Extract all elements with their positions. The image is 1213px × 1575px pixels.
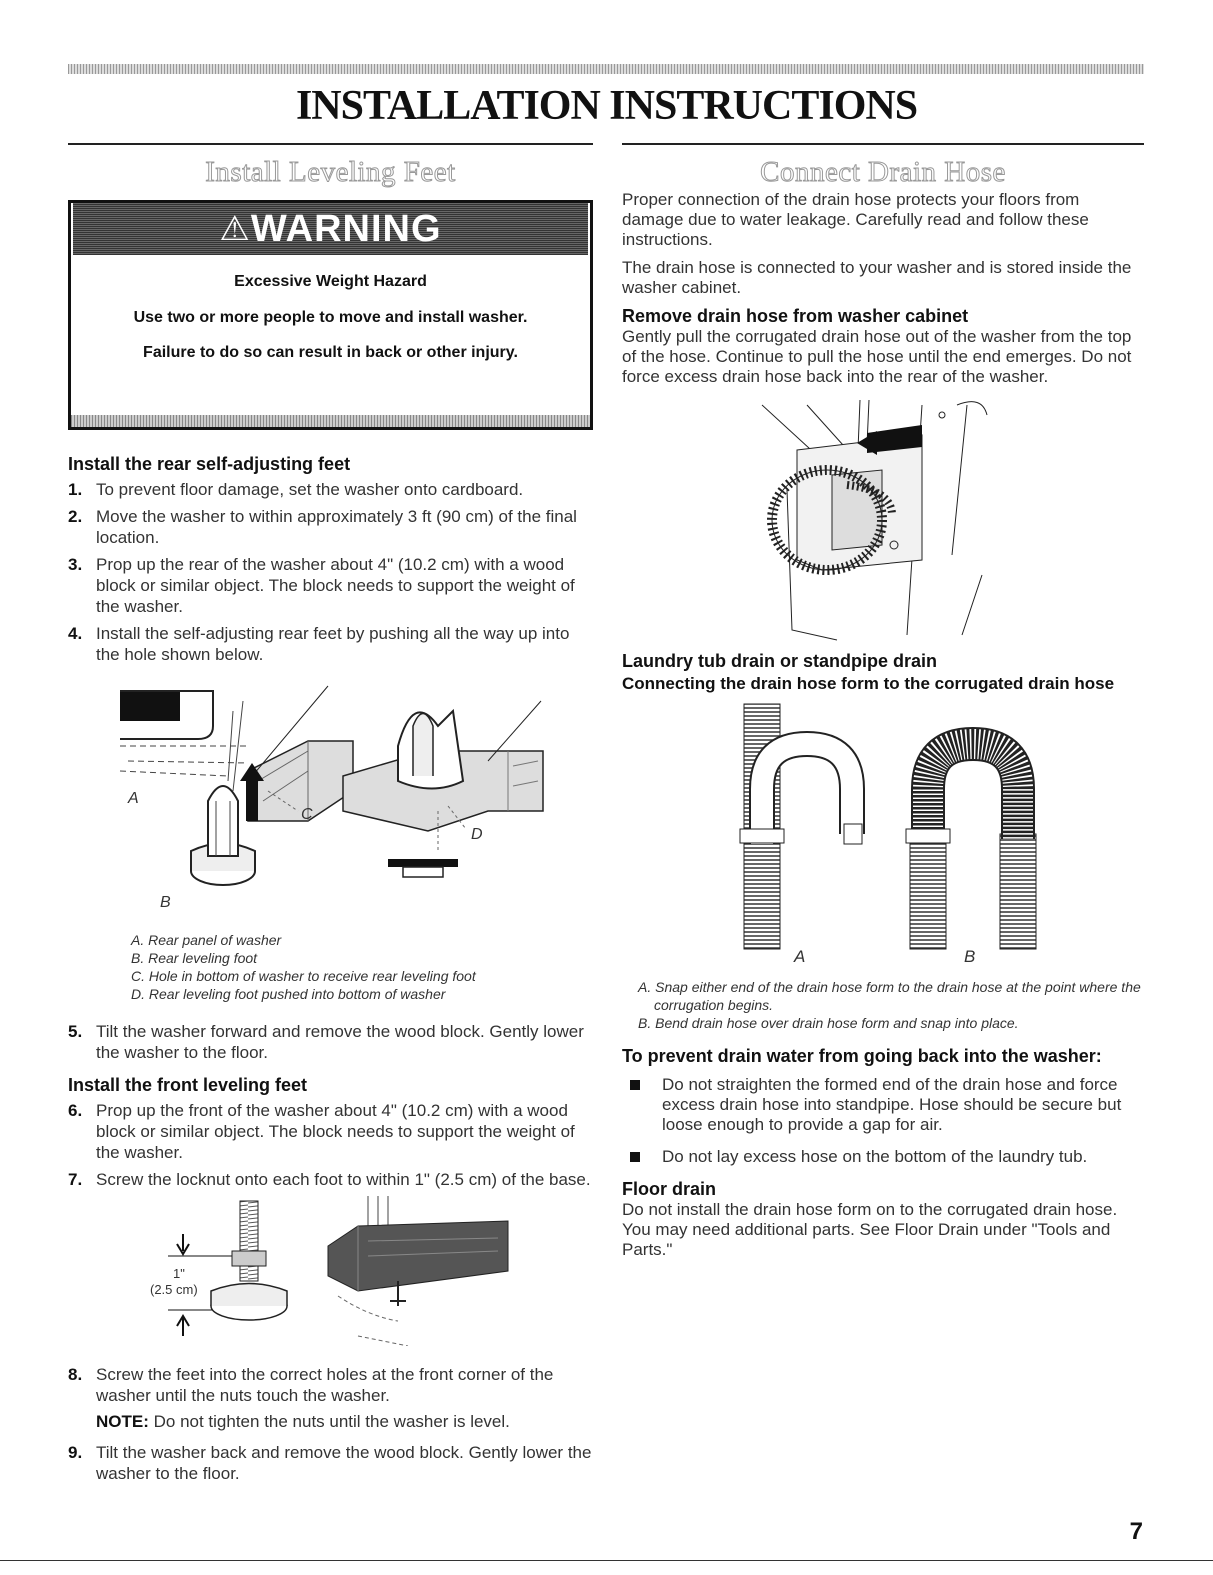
rear-foot-illustration <box>68 671 593 931</box>
right-column <box>622 150 1144 1268</box>
bottom-rule <box>0 1560 1213 1561</box>
bullet-item: Do not lay excess hose on the bottom of the laundry tub. <box>622 1147 1144 1167</box>
drain-hose-form-illustration <box>622 694 1144 964</box>
remove-hose-text: Gently pull the corrugated drain hose out of the washer from the top of the hose. Continue to pull the hose until the end emerges. Do not force excess drain hose back into the rear of the washer. <box>622 327 1132 386</box>
step-item: 2. Move the washer to within approximately 3 ft (90 cm) of the final location. <box>68 507 577 547</box>
hose-form-caption: A. Snap either end of the drain hose form to the drain hose at the point where the corrugation begins. B. Bend drain hose over drain hose form and snap into place. <box>638 979 1141 1031</box>
step-8 <box>68 1364 593 1406</box>
front-feet-heading: Install the front leveling feet <box>68 1075 308 1095</box>
top-pattern-bar <box>68 64 1144 74</box>
section-title-drain: Connect Drain Hose <box>760 156 1006 188</box>
remove-hose-heading: Remove drain hose from washer cabinet <box>622 306 969 326</box>
fig4-label-b: B <box>964 947 976 964</box>
drain-intro-2: The drain hose is connected to your washer and is stored inside the washer cabinet. <box>622 258 1132 297</box>
step-item: 6. Prop up the front of the washer about 4" (10.2 cm) with a wood block or similar object. The block needs to support the weight of the washer. <box>68 1101 575 1162</box>
rear-feet-heading: Install the rear self-adjusting feet <box>68 454 351 474</box>
left-column <box>68 150 593 1490</box>
step-item: 1. To prevent floor damage, set the washer onto cardboard. <box>68 480 524 499</box>
connecting-heading: Connecting the drain hose form to the corrugated drain hose <box>622 674 1115 693</box>
step-item: 7. Screw the locknut onto each foot to within 1" (2.5 cm) of the base. <box>68 1170 591 1189</box>
fig1-label-a: A <box>128 790 139 807</box>
fig1-label-b: B <box>160 894 171 911</box>
step-5 <box>68 1021 593 1063</box>
floor-drain-text: Do not install the drain hose form on to the corrugated drain hose. You may need additional parts. See Floor Drain under "Tools and Parts." <box>622 1200 1118 1259</box>
rear-feet-steps <box>68 479 593 665</box>
bullet-square-icon <box>630 1152 640 1162</box>
rear-foot-caption: A. Rear panel of washer B. Rear leveling foot C. Hole in bottom of washer to receive rear leveling foot D. Rear leveling foot pushed into bottom of washer <box>131 932 476 1002</box>
step-item: 5. Tilt the washer forward and remove the wood block. Gently lower the washer to the floor. <box>68 1022 584 1062</box>
floor-drain-heading: Floor drain <box>622 1179 716 1199</box>
right-rule <box>622 143 1144 145</box>
warning-label: WARNING <box>250 208 442 250</box>
warning-text <box>71 269 590 366</box>
washer-drain-hose-illustration <box>622 395 1144 645</box>
warning-bottom-pattern <box>71 415 590 427</box>
prevent-bullets <box>622 1075 1144 1167</box>
fig1-label-c: C <box>301 806 313 823</box>
page-number: 7 <box>1129 1518 1143 1545</box>
step-item: 3. Prop up the rear of the washer about 4" (10.2 cm) with a wood block or similar object. The block needs to support the weight of the washer. <box>68 555 575 616</box>
warning-triangle-icon: ⚠ <box>219 210 251 248</box>
step-item: 4. Install the self-adjusting rear feet by pushing all the way up into the hole shown below. <box>68 624 570 664</box>
warning-box <box>68 200 593 430</box>
step-item: 8. Screw the feet into the correct holes at the front corner of the washer until the nuts touch the washer. <box>68 1365 554 1405</box>
fig1-label-d: D <box>471 826 483 843</box>
bullet-square-icon <box>630 1080 640 1090</box>
note: NOTE: Do not tighten the nuts until the washer is level. <box>96 1412 510 1431</box>
warning-hazard: Excessive Weight Hazard <box>234 273 427 290</box>
fig4-label-a: A <box>794 947 806 964</box>
left-rule <box>68 143 593 145</box>
warning-header <box>73 203 588 255</box>
page-title: INSTALLATION INSTRUCTIONS <box>295 83 918 129</box>
drain-intro-1: Proper connection of the drain hose protects your floors from damage due to water leakage. Carefully read and follow these instructions. <box>622 190 1089 249</box>
front-feet-steps <box>68 1100 593 1190</box>
fig2-label-cm: (2.5 cm) <box>150 1282 198 1297</box>
bullet-item: Do not straighten the formed end of the drain hose and force excess drain hose into standpipe. Hose should be secure but loose enough to provide a gap for air. <box>622 1075 1144 1135</box>
step-item: 9. Tilt the washer back and remove the wood block. Gently lower the washer to the floor. <box>68 1443 592 1483</box>
section-title-leveling: Install Leveling Feet <box>205 156 456 188</box>
step-9 <box>68 1442 593 1484</box>
warning-line2: Failure to do so can result in back or other injury. <box>143 344 518 362</box>
prevent-heading: To prevent drain water from going back into the washer: <box>622 1046 1102 1066</box>
front-foot-illustration <box>68 1196 593 1346</box>
laundry-tub-heading: Laundry tub drain or standpipe drain <box>622 651 938 671</box>
warning-line1: Use two or more people to move and install washer. <box>133 308 528 326</box>
fig2-label-inch: 1" <box>173 1266 185 1281</box>
